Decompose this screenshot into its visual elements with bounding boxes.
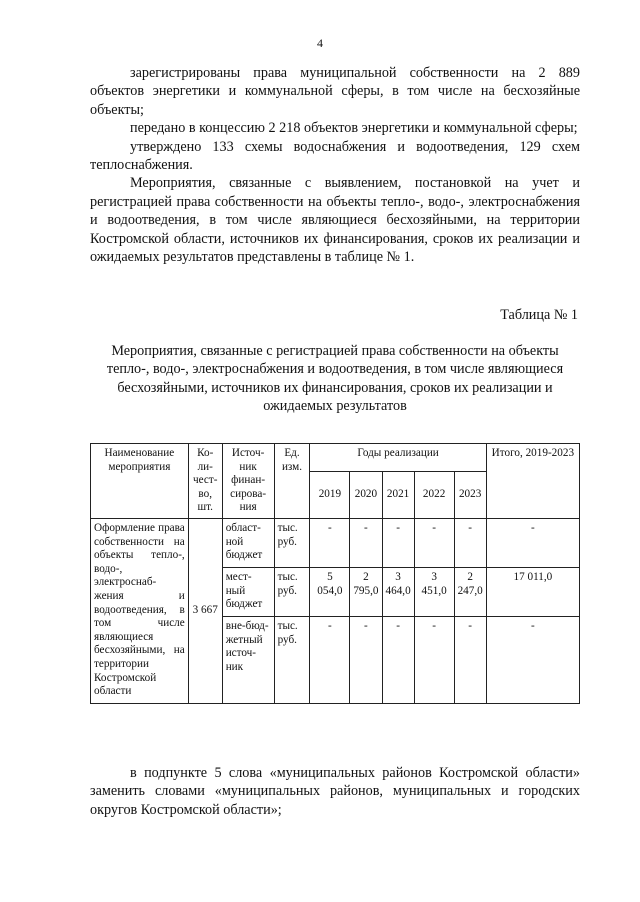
value-cell: - [414, 616, 454, 703]
paragraph: зарегистрированы права муниципальной собственности на 2 889 объектов энергетики и коммунальной сферы, в том числе на бесхозяйные объекты; [90, 65, 580, 118]
header-row [91, 444, 580, 472]
value-cell: - [310, 518, 350, 567]
quantity-cell: 3 667 [188, 518, 222, 703]
header-year: 2021 [382, 471, 414, 518]
paragraph: в подпункте 5 слова «муниципальных районов Костромской области» заменить словами «муниципальных районов, муниципальных и городских округов Костромской области»; [90, 765, 580, 818]
header-years-group: Годы реализации [310, 444, 486, 472]
table-number: Таблица № 1 [500, 307, 578, 323]
header-year: 2019 [310, 471, 350, 518]
value-cell: - [454, 616, 486, 703]
total-cell: - [486, 518, 579, 567]
value-cell: - [382, 616, 414, 703]
header-name: Наименование мероприятия [91, 444, 189, 519]
after-table-text [90, 764, 580, 819]
header-year: 2023 [454, 471, 486, 518]
header-quantity: Ко-ли-чест-во, шт. [188, 444, 222, 519]
header-year: 2020 [350, 471, 382, 518]
total-cell: 17 011,0 [486, 567, 579, 616]
header-year: 2022 [414, 471, 454, 518]
source-cell: област-ной бюджет [222, 518, 274, 567]
body-text [90, 64, 580, 266]
paragraph: Мероприятия, связанные с выявлением, постановкой на учет и регистрацией права собственности на объекты тепло-, водо-, электроснабжения и водоотведения, в том числе являющиеся бесхозяйными, на территории Костромской области, источников их финансирования, сроков их реализации и ожидаемых результатов представлены в таблице № 1. [90, 175, 580, 266]
value-cell: 3 451,0 [414, 567, 454, 616]
value-cell: - [414, 518, 454, 567]
header-source: Источ-ник финан-сирова-ния [222, 444, 274, 519]
value-cell: 3 464,0 [382, 567, 414, 616]
page-number: 4 [317, 36, 323, 50]
unit-cell: тыс. руб. [274, 616, 310, 703]
total-cell: - [486, 616, 579, 703]
header-total: Итого, 2019-2023 [486, 444, 579, 519]
value-cell: - [350, 616, 382, 703]
value-cell: 5 054,0 [310, 567, 350, 616]
paragraph: утверждено 133 схемы водоснабжения и водоотведения, 129 схем теплоснабжения. [90, 138, 580, 174]
measure-name: Оформление права собственности на объекты тепло-, водо-, электроснаб-жения и водоотведения, в том числе являющиеся бесхозяйными, на территории Костромской области [91, 518, 189, 703]
table-row [91, 518, 580, 567]
value-cell: - [382, 518, 414, 567]
paragraph: передано в концессию 2 218 объектов энергетики и коммунальной сферы; [130, 120, 578, 137]
unit-cell: тыс. руб. [274, 518, 310, 567]
table-title: Мероприятия, связанные с регистрацией права собственности на объекты тепло-, водо-, электроснабжения и водоотведения, в том числе являющиеся бесхозяйными, источников их финансирования, сроков их реализации и ожидаемых результатов [106, 343, 564, 415]
source-cell: мест-ный бюджет [222, 567, 274, 616]
value-cell: 2 247,0 [454, 567, 486, 616]
value-cell: - [350, 518, 382, 567]
source-cell: вне-бюд-жетный источ-ник [222, 616, 274, 703]
implementation-table [90, 443, 580, 704]
value-cell: 2 795,0 [350, 567, 382, 616]
header-unit: Ед. изм. [274, 444, 310, 519]
unit-cell: тыс. руб. [274, 567, 310, 616]
value-cell: - [310, 616, 350, 703]
value-cell: - [454, 518, 486, 567]
